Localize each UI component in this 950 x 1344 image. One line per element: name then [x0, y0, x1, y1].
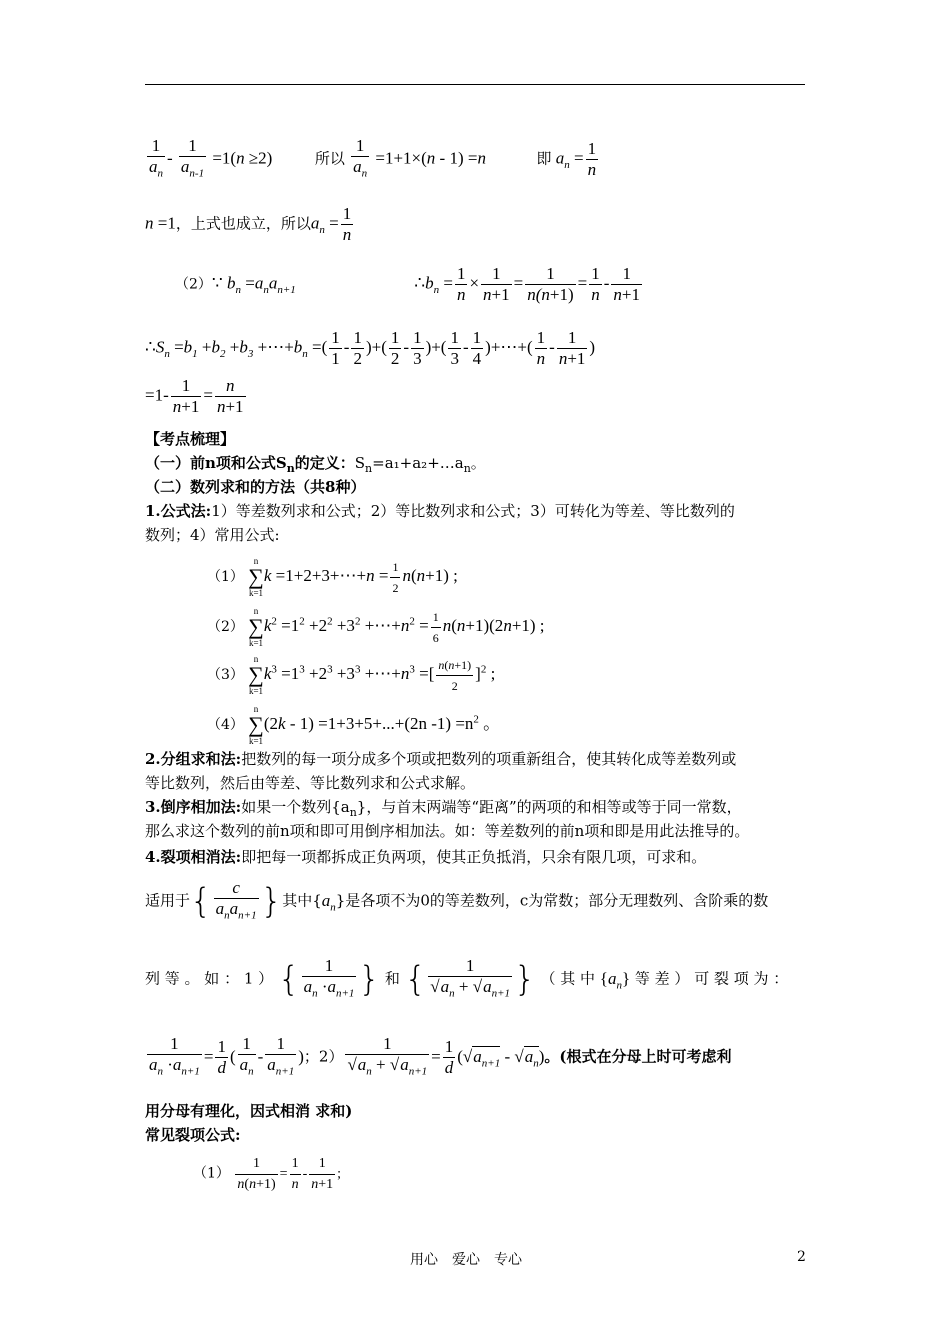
eq-result: =1- $\frac{1}{n+1}$ = $\frac{n}{n+1}$	[145, 376, 244, 416]
example-line: 列 等 。 如 ： 1 ） { $\frac{1}{a_n \cdot a_{n+1}}$ } 和 { $\frac{1}{√a_n + √a_{n+1}}$ } （ 其 中 $\{a_n\}$ 等 差 ） 可 裂 项 为 ：	[145, 956, 788, 1003]
method3-cont: 那么求这个数列的前n项和即可用倒序相加法。如：等差数列的前n项和即是用此法推导的。	[145, 822, 750, 840]
method2: 2.分组求和法:把数列的每一项分成多个项或把数列的项重新组合，使其转化成等差数列或	[145, 750, 737, 768]
section-title: 【考点梳理】	[145, 430, 236, 448]
page-number: 2	[797, 1249, 806, 1265]
methods-title: （二）数列求和的方法（共8种）	[145, 478, 366, 496]
ji-label: 即	[536, 149, 552, 168]
formula-1: （1） n ∑ k=1 k =1+2+3+⋯+n = $\frac{1}{2}$ n(n+1) ;	[207, 556, 458, 598]
eq-n1: n =1，上式也成立，所以$a_n$ = $\frac{1}{n}$	[145, 204, 352, 244]
footer-motto: 用心 爱心 专心	[410, 1252, 522, 1268]
definition-line: （一）前n项和公式$S_n$的定义：$S_n=a_1+a_2+\dots a_n$。	[145, 454, 486, 475]
formula-2: （2） n ∑ k=1 $k^2 =1^2 +2^2 +3^2$ $+\cdots+n^2$ = $\frac{1}{6}$ n(n+1)(2n+1) ;	[207, 606, 545, 648]
so-label: 所以	[314, 149, 345, 168]
split-line: $\frac{1}{a_n \cdot a_{n+1}}$ = $\frac{1}{d}$ ( $\frac{1}{a_n}$ - $\frac{1}{a_{n+1}}$ )；2） $\frac{1}{√a_n + √a_{n+1}}$ = $\frac{1}{d}$ $(√a_{n+1} - √a_n)$。(根式在分母上时可考虑利	[145, 1034, 731, 1081]
method1: 1.公式法:1）等差数列求和公式；2）等比数列求和公式；3）可转化为等差、等比数列的	[145, 502, 735, 520]
header-rule	[145, 84, 805, 85]
method4: 4.裂项相消法:即把每一项都拆成正负两项，使其正负抵消，只余有限几项，可求和。	[145, 848, 707, 866]
common-title: 常见裂项公式:	[145, 1126, 241, 1144]
method2-cont: 等比数列，然后由等差、等比数列求和公式求解。	[145, 774, 476, 792]
formula-3: （3） n ∑ k=1 $k^3 =1^3 +2^3 +3^3$ $+\cdots+n^3$ =[ $\frac{n(n+1)}{2}$ ]$^2$ ;	[207, 654, 496, 696]
split-note-cont: 用分母有理化，因式相消 求和)	[145, 1102, 353, 1120]
eq-bn: （2）∵ $b_n =a_na_{n+1}$ $\therefore b_n$ = $\frac{1}{n}$ × $\frac{1}{n+1}$ = $\frac{1}{n(n+1)}$ = $\frac{1}{n}$ - $\frac{1}{n+1}$	[175, 264, 641, 304]
method3: 3.倒序相加法:如果一个数列$\{a_n\}$，与首末两端等“距离”的两项的和相等或等于同一常数，	[145, 798, 742, 819]
formula-4: （4） n ∑ k=1 (2k - 1) =1+3+5+...+(2n $-1) =n^2$ 。	[207, 704, 501, 746]
part2-label: （2）	[175, 276, 212, 293]
eq-recurrence: $\frac{1}{a_n}$ - $\frac{1}{a_{n-1}}$ =1(n ≥2) 所以 $\frac{1}{a_n}$ =1+1×(n - 1) =n 即 $a_n$ = $\frac{1}{n}$	[145, 136, 600, 183]
eq-sn: $\therefore S_n =b_1 +b_2 +b_3$ $+\cdots+b_n$ =( $\frac{1}{1}$ - $\frac{1}{2}$ )+( $\frac{1}{2}$ - $\frac{1}{3}$ )+( $\frac{1}{3}$ - $\frac{1}{4}$ )+⋯+( $\frac{1}{n}$ - $\frac{1}{n+1}$ )	[145, 328, 596, 368]
method1-cont: 数列；4）常用公式:	[145, 526, 280, 544]
common-formula-1: （1） $\frac{1}{n(n+1)}$ = $\frac{1}{n}$ - $\frac{1}{n+1}$ ;	[193, 1154, 341, 1195]
text-l12: ，上式也成立，所以	[175, 214, 311, 233]
apply-line: 适用于{ $\frac{c}{a_na_{n+1}}$ }其中$\{a_n\}$是各项不为0的等差数列，c为常数；部分无理数列、含阶乘的数	[145, 878, 768, 925]
